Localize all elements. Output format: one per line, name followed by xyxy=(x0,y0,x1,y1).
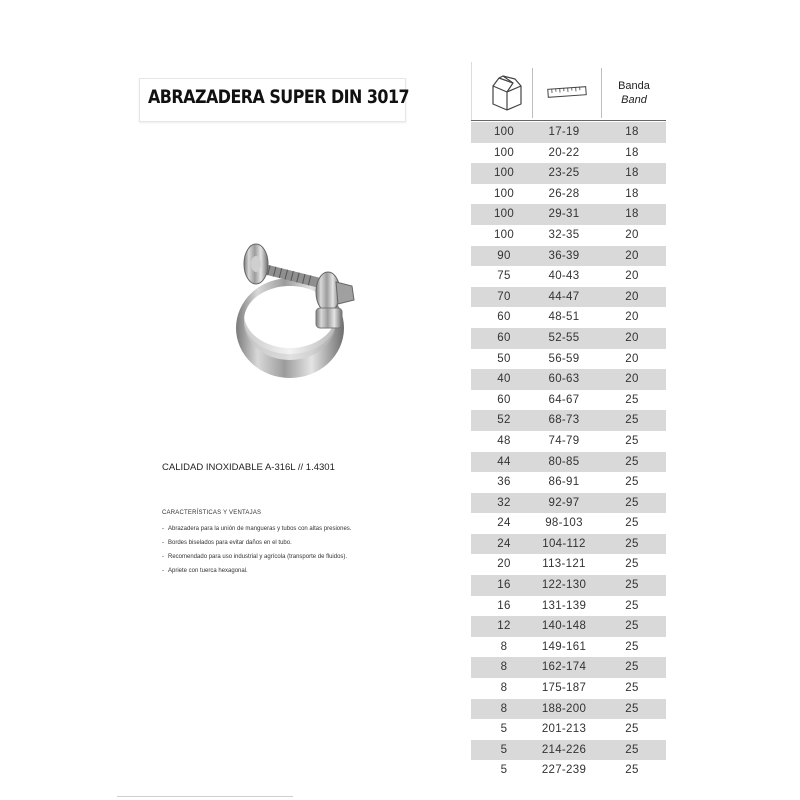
band-cell: 25 xyxy=(625,496,639,509)
band-cell: 25 xyxy=(625,517,639,530)
band-cell: 25 xyxy=(625,537,639,550)
quantity-cell: 12 xyxy=(497,620,511,633)
band-cell: 20 xyxy=(625,228,639,241)
band-cell: 18 xyxy=(625,187,639,200)
table-row xyxy=(471,369,666,390)
quantity-cell: 16 xyxy=(497,599,511,612)
range-cell: 80-85 xyxy=(548,455,580,468)
table-row xyxy=(471,575,666,596)
range-cell: 60-63 xyxy=(548,373,580,386)
range-cell: 48-51 xyxy=(548,311,580,324)
table-row xyxy=(471,452,666,473)
quantity-cell: 36 xyxy=(497,476,511,489)
quantity-cell: 60 xyxy=(497,393,511,406)
quantity-cell: 90 xyxy=(497,249,511,262)
quantity-cell: 24 xyxy=(497,517,511,530)
range-cell: 175-187 xyxy=(541,682,587,695)
range-cell: 29-31 xyxy=(548,208,580,221)
quantity-cell: 52 xyxy=(497,414,511,427)
feature-item: - Recomendado para uso industrial y agrícola (transporte de fluidos). xyxy=(162,550,351,564)
range-cell: 20-22 xyxy=(548,146,580,159)
band-cell: 20 xyxy=(625,249,639,262)
range-cell: 26-28 xyxy=(548,187,580,200)
table-row xyxy=(471,184,666,205)
table-row xyxy=(471,513,666,534)
table-row xyxy=(471,349,666,370)
band-cell: 25 xyxy=(625,434,639,447)
band-cell: 25 xyxy=(625,455,639,468)
range-cell: 32-35 xyxy=(548,228,580,241)
band-cell: 25 xyxy=(625,682,639,695)
table-row xyxy=(471,307,666,328)
features-section xyxy=(162,510,351,578)
band-header-es: Banda xyxy=(618,80,650,92)
ruler-icon xyxy=(547,86,587,98)
quantity-cell: 44 xyxy=(497,455,511,468)
table-row xyxy=(471,266,666,287)
band-cell: 18 xyxy=(625,208,639,221)
divider xyxy=(117,796,293,797)
table-row xyxy=(471,554,666,575)
table-row xyxy=(471,719,666,740)
range-cell: 149-161 xyxy=(541,640,587,653)
divider xyxy=(601,68,602,118)
range-cell: 17-19 xyxy=(548,126,580,138)
range-cell: 36-39 xyxy=(548,249,580,262)
title-box xyxy=(139,78,410,122)
band-cell: 25 xyxy=(625,723,639,736)
quantity-cell: 5 xyxy=(500,764,508,777)
range-cell: 140-148 xyxy=(541,620,587,633)
table-row xyxy=(471,328,666,349)
table-row xyxy=(471,678,666,699)
table-row xyxy=(471,204,666,225)
range-cell: 214-226 xyxy=(541,743,587,756)
band-cell: 25 xyxy=(625,558,639,571)
band-cell: 25 xyxy=(625,393,639,406)
table-body xyxy=(471,122,666,781)
range-cell: 98-103 xyxy=(545,517,583,530)
band-cell: 20 xyxy=(625,270,639,283)
band-cell: 18 xyxy=(625,167,639,180)
hose-clamp-image xyxy=(228,230,368,380)
range-cell: 201-213 xyxy=(541,723,587,736)
range-cell: 68-73 xyxy=(548,414,580,427)
band-cell: 25 xyxy=(625,599,639,612)
box-icon xyxy=(489,74,525,112)
quantity-cell: 8 xyxy=(500,682,508,695)
band-cell: 25 xyxy=(625,579,639,592)
range-cell: 113-121 xyxy=(542,558,586,571)
quantity-cell: 8 xyxy=(500,661,508,674)
quantity-cell: 8 xyxy=(500,640,508,653)
band-cell: 20 xyxy=(625,290,639,303)
range-cell: 188-200 xyxy=(541,702,587,715)
table-header xyxy=(471,62,666,121)
band-cell: 20 xyxy=(625,352,639,365)
band-cell: 25 xyxy=(625,661,639,674)
band-cell: 20 xyxy=(625,331,639,344)
range-cell: 74-79 xyxy=(548,434,580,447)
quantity-cell: 5 xyxy=(500,743,508,756)
table-row xyxy=(471,657,666,678)
features-heading: CARACTERÍSTICAS Y VENTAJAS xyxy=(162,510,262,516)
table-row xyxy=(471,246,666,267)
range-cell: 64-67 xyxy=(548,393,580,406)
band-header xyxy=(604,79,664,107)
table-row xyxy=(471,534,666,555)
feature-item: - Abrazadera para la unión de mangueras y tubos con altas presiones. xyxy=(162,522,351,536)
quantity-cell: 60 xyxy=(497,311,511,324)
size-table xyxy=(471,62,666,782)
table-row xyxy=(471,699,666,720)
table-row xyxy=(471,637,666,658)
band-cell: 25 xyxy=(625,702,639,715)
table-row xyxy=(471,493,666,514)
band-cell: 25 xyxy=(625,743,639,756)
table-row xyxy=(471,472,666,493)
table-row xyxy=(471,143,666,164)
band-cell: 25 xyxy=(625,764,639,777)
quantity-cell: 100 xyxy=(493,208,515,221)
range-cell: 52-55 xyxy=(548,331,580,344)
quantity-cell: 32 xyxy=(497,496,511,509)
table-row xyxy=(471,390,666,411)
quantity-cell: 100 xyxy=(493,187,515,200)
table-row xyxy=(471,122,666,143)
quantity-cell: 5 xyxy=(500,723,508,736)
table-row xyxy=(471,163,666,184)
band-cell: 25 xyxy=(625,620,639,633)
band-cell: 25 xyxy=(625,640,639,653)
quantity-cell: 24 xyxy=(497,537,511,550)
quantity-cell: 8 xyxy=(500,702,508,715)
quantity-cell: 16 xyxy=(497,579,511,592)
table-row xyxy=(471,760,666,781)
range-cell: 23-25 xyxy=(548,167,580,180)
range-cell: 92-97 xyxy=(548,496,580,509)
band-cell: 18 xyxy=(625,126,639,138)
range-cell: 40-43 xyxy=(548,270,580,283)
range-cell: 44-47 xyxy=(548,290,580,303)
table-row xyxy=(471,225,666,246)
quantity-cell: 70 xyxy=(497,290,511,303)
table-row xyxy=(471,616,666,637)
table-row xyxy=(471,287,666,308)
feature-item: - Bordes biselados para evitar daños en el tubo. xyxy=(162,536,351,550)
band-cell: 20 xyxy=(625,373,639,386)
range-cell: 162-174 xyxy=(541,661,587,674)
quantity-cell: 40 xyxy=(497,373,511,386)
band-cell: 25 xyxy=(625,476,639,489)
quantity-cell: 100 xyxy=(493,126,515,138)
table-row xyxy=(471,431,666,452)
quantity-cell: 50 xyxy=(497,352,511,365)
band-cell: 18 xyxy=(625,146,639,159)
band-header-en: Band xyxy=(621,94,647,106)
divider xyxy=(471,62,472,121)
range-cell: 86-91 xyxy=(548,476,580,489)
divider xyxy=(532,68,533,118)
range-cell: 227-239 xyxy=(541,764,587,777)
features-list xyxy=(162,522,351,578)
range-cell: 131-139 xyxy=(541,599,587,612)
range-cell: 122-130 xyxy=(541,579,587,592)
divider xyxy=(471,120,666,121)
page-title: ABRAZADERA SUPER DIN 3017 xyxy=(148,87,410,108)
band-cell: 20 xyxy=(625,311,639,324)
quantity-cell: 20 xyxy=(497,558,511,571)
feature-item: - Apriete con tuerca hexagonal. xyxy=(162,564,351,578)
quality-text: CALIDAD INOXIDABLE A-316L // 1.4301 xyxy=(162,462,335,473)
table-row xyxy=(471,410,666,431)
range-cell: 56-59 xyxy=(548,352,580,365)
quantity-cell: 75 xyxy=(497,270,511,283)
quantity-cell: 100 xyxy=(493,228,515,241)
range-cell: 104-112 xyxy=(542,537,586,550)
table-row xyxy=(471,740,666,761)
quantity-cell: 100 xyxy=(493,167,515,180)
quantity-cell: 100 xyxy=(493,146,515,159)
table-row xyxy=(471,596,666,617)
quantity-cell: 60 xyxy=(497,331,511,344)
band-cell: 25 xyxy=(625,414,639,427)
quantity-cell: 48 xyxy=(497,434,511,447)
